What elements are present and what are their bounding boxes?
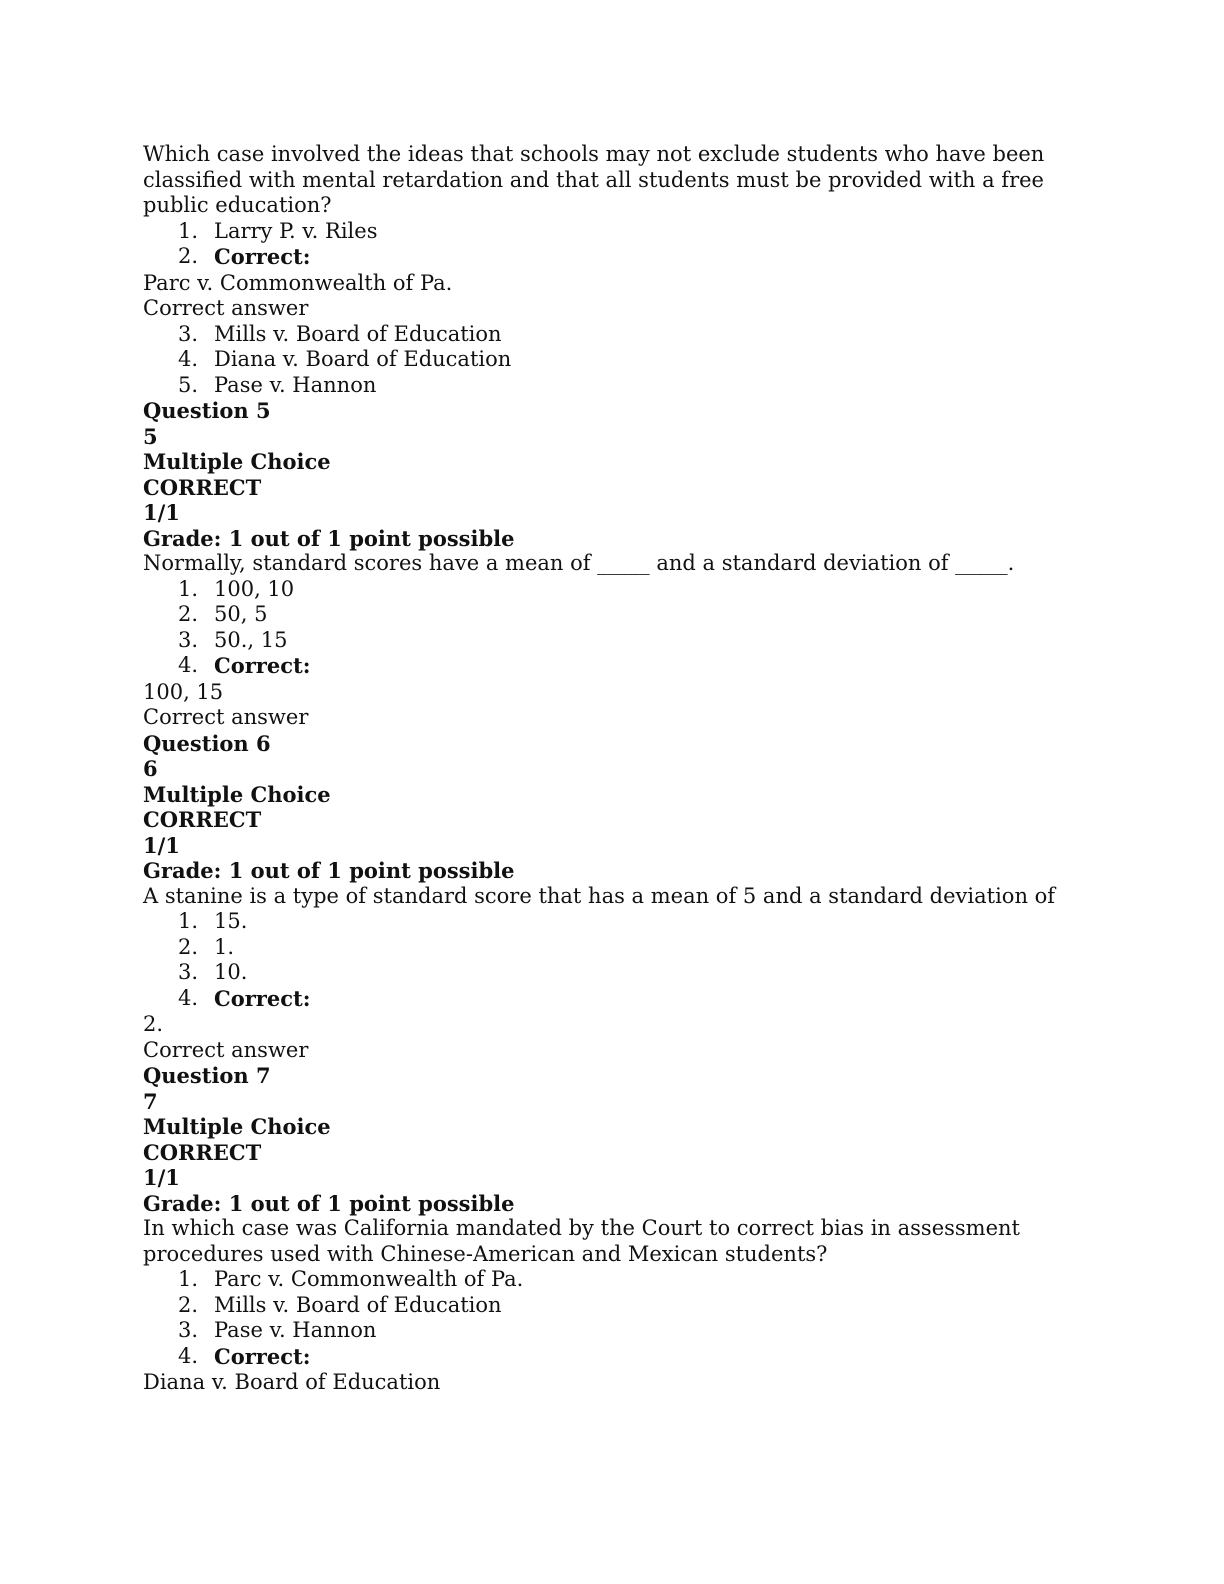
- question-5-correct-text: 100, 15: [143, 679, 224, 704]
- question-7-status: CORRECT: [143, 1139, 262, 1165]
- correct-label: Correct:: [214, 244, 311, 269]
- option-number: 2.: [178, 934, 199, 959]
- question-4-correct-text: Parc v. Commonwealth of Pa.: [143, 270, 453, 295]
- correct-label: Correct:: [214, 1343, 311, 1369]
- question-4-option-5: [143, 373, 1083, 399]
- question-5-option-3: [143, 628, 1083, 654]
- question-5-type: Multiple Choice: [143, 449, 331, 474]
- question-6-number: 6: [143, 756, 158, 781]
- question-5-option-1: [143, 577, 1083, 603]
- option-number: 2.: [178, 244, 199, 268]
- question-5-status: CORRECT: [143, 474, 262, 500]
- question-4-prompt: Which case involved the ideas that schools may not exclude students who have been classified with mental retardation and that all students must be provided with a free public education?: [143, 142, 1045, 217]
- question-7-option-correct: [143, 1344, 1083, 1371]
- option-number: 2.: [178, 1292, 199, 1317]
- correct-label: Correct:: [214, 653, 311, 678]
- question-6-status: CORRECT: [143, 807, 262, 832]
- question-6-type: Multiple Choice: [143, 781, 331, 807]
- question-6-correct-text: 2.: [143, 1012, 164, 1036]
- option-number: 4.: [178, 1343, 199, 1368]
- question-7-type: Multiple Choice: [143, 1114, 331, 1139]
- question-5-correct-answer-label: Correct answer: [143, 705, 309, 729]
- option-text: Pase v. Hannon: [214, 1318, 377, 1342]
- question-6-heading: Question 6: [143, 730, 271, 756]
- option-text: Larry P. v. Riles: [214, 218, 378, 243]
- option-text: 1.: [214, 934, 235, 959]
- option-text: Diana v. Board of Education: [214, 347, 512, 371]
- option-number: 1.: [178, 1267, 199, 1291]
- question-7-number: 7: [143, 1088, 158, 1114]
- option-number: 4.: [178, 347, 199, 371]
- question-6-score: 1/1: [143, 832, 180, 858]
- question-4-correct-answer-label: Correct answer: [143, 296, 309, 320]
- question-5-heading: Question 5: [143, 398, 271, 423]
- option-text: Parc v. Commonwealth of Pa.: [214, 1267, 524, 1291]
- question-7-option-2: [143, 1293, 1083, 1319]
- question-5-option-correct: [143, 653, 1083, 680]
- question-4-option-4: [143, 347, 1083, 373]
- correct-label: Correct:: [214, 985, 311, 1011]
- question-7-option-3: [143, 1318, 1083, 1344]
- question-4-option-3: [143, 322, 1083, 348]
- question-5-prompt: Normally, standard scores have a mean of _____ and a standard deviation of _____.: [143, 551, 1015, 575]
- question-7-heading: Question 7: [143, 1063, 271, 1088]
- option-text: 50, 5: [214, 602, 268, 626]
- option-text: 50., 15: [214, 627, 288, 652]
- option-text: 15.: [214, 909, 248, 933]
- question-6-option-2: [143, 935, 1083, 961]
- option-text: 10.: [214, 960, 248, 984]
- question-5-score: 1/1: [143, 500, 180, 525]
- question-7-correct-text: Diana v. Board of Education: [143, 1370, 441, 1394]
- question-5-number: 5: [143, 423, 158, 449]
- question-7-prompt: In which case was California mandated by the Court to correct bias in assessment procedures used with Chinese-American and Mexican students?: [143, 1216, 1020, 1266]
- option-number: 3.: [178, 627, 199, 652]
- question-5-grade: Grade: 1 out of 1 point possible: [143, 525, 515, 551]
- question-4-option-1: [143, 219, 1083, 245]
- question-6-option-1: [143, 909, 1083, 935]
- option-number: 1.: [178, 909, 199, 933]
- option-number: 3.: [178, 1318, 199, 1342]
- question-4-option-correct: [143, 244, 1083, 271]
- option-number: 3.: [178, 960, 199, 984]
- option-number: 1.: [178, 576, 199, 601]
- question-5-option-2: [143, 602, 1083, 628]
- document-page: [143, 142, 1083, 1396]
- option-number: 5.: [178, 372, 199, 397]
- option-number: 2.: [178, 602, 199, 626]
- option-text: Mills v. Board of Education: [214, 321, 502, 346]
- question-6-option-correct: [143, 986, 1083, 1013]
- question-6-correct-answer-label: Correct answer: [143, 1037, 309, 1062]
- option-number: 1.: [178, 218, 199, 243]
- option-text: Pase v. Hannon: [214, 372, 377, 397]
- option-number: 3.: [178, 321, 199, 346]
- question-6-prompt: A stanine is a type of standard score that has a mean of 5 and a standard deviation of: [143, 883, 1056, 908]
- question-7-grade: Grade: 1 out of 1 point possible: [143, 1190, 515, 1216]
- question-7-score: 1/1: [143, 1165, 180, 1190]
- question-6-option-3: [143, 960, 1083, 986]
- option-number: 4.: [178, 985, 199, 1010]
- question-7-option-1: [143, 1267, 1083, 1293]
- option-number: 4.: [178, 653, 199, 677]
- option-text: Mills v. Board of Education: [214, 1292, 502, 1317]
- question-6-grade: Grade: 1 out of 1 point possible: [143, 858, 515, 883]
- option-text: 100, 10: [214, 576, 295, 601]
